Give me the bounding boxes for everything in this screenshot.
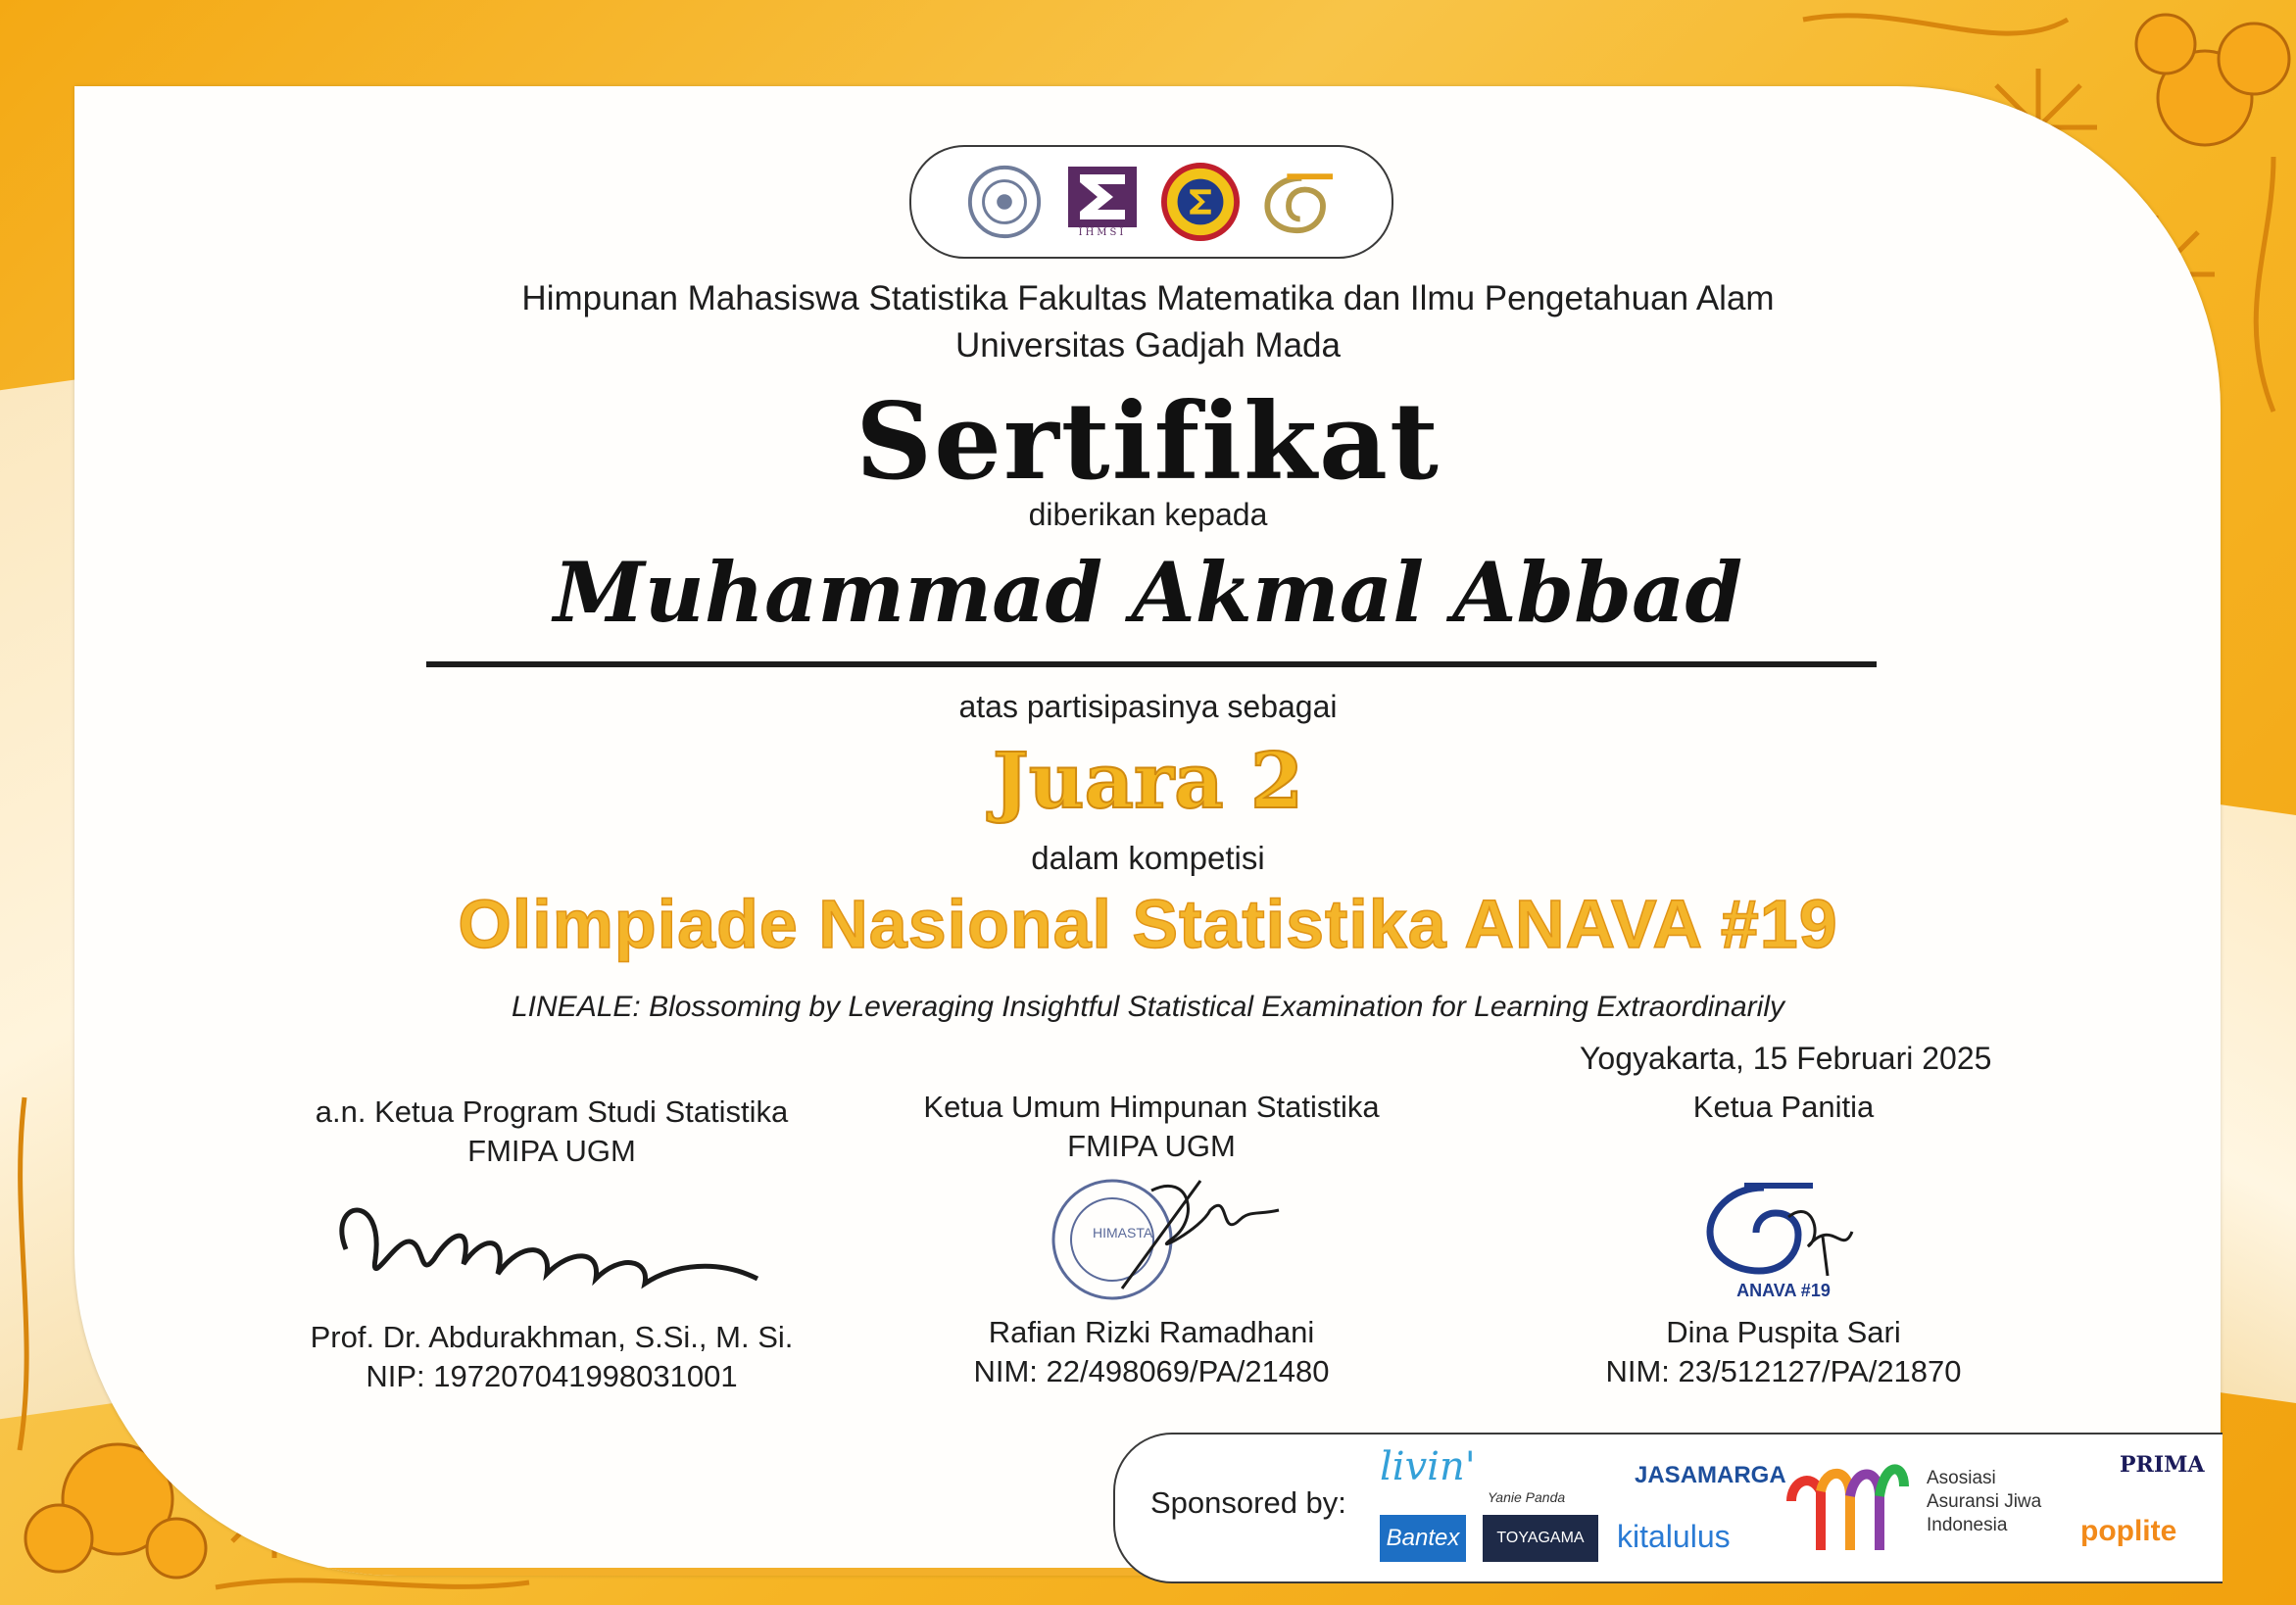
sponsor-yanie-panda: Yanie Panda <box>1488 1489 1566 1505</box>
place-date: Yogyakarta, 15 Februari 2025 <box>1580 1041 1992 1076</box>
logo-banner <box>909 145 1393 259</box>
name-underline <box>426 661 1877 667</box>
sponsor-jasamarga: JASAMARGA <box>1635 1462 1786 1488</box>
event-name: Olimpiade Nasional Statistika ANAVA #19 <box>458 886 1838 962</box>
competition-intro: dalam kompetisi <box>1031 840 1265 876</box>
participation-text: atas partisipasinya sebagai <box>958 689 1338 724</box>
sponsor-label: Sponsored by: <box>1150 1485 1346 1520</box>
stamp-text: HIMASTA <box>1093 1225 1153 1240</box>
anava-logo-icon <box>1259 163 1338 241</box>
sponsor-kitalulus: kitalulus <box>1617 1519 1731 1554</box>
signatory-association-chair <box>877 1088 1426 1391</box>
given-to-text: diberikan kepada <box>1028 497 1268 532</box>
event-tagline: LINEALE: Blossoming by Leveraging Insightful Statistical Examination for Learning Extraordinarily <box>512 991 1784 1023</box>
himasta-logo-icon <box>1161 163 1240 241</box>
sponsor-livin: livin' <box>1380 1444 1476 1489</box>
signatory-id: NIM: 23/512127/PA/21870 <box>1605 1354 1962 1388</box>
ihmsi-logo-icon <box>1063 163 1142 241</box>
sponsor-poplite: poplite <box>2080 1515 2177 1547</box>
sponsor-toyagama: TOYAGAMA <box>1483 1515 1598 1562</box>
sponsor-prima: PRIMA <box>2120 1452 2205 1478</box>
award-rank: Juara 2 <box>992 737 1304 826</box>
sponsor-aaji-line1: Asosiasi <box>1927 1468 1996 1488</box>
signatory-id: NIP: 197207041998031001 <box>366 1359 738 1393</box>
ihmsi-logo-caption: IHMSI <box>1078 226 1127 238</box>
sponsor-aaji-line2: Asuransi Jiwa <box>1927 1491 2042 1512</box>
signatory-id: NIM: 22/498069/PA/21480 <box>973 1354 1330 1388</box>
signatory-program-head <box>277 1093 826 1396</box>
stamp-text: ANAVA #19 <box>1736 1281 1831 1300</box>
signatory-name: Dina Puspita Sari <box>1666 1315 1901 1349</box>
sponsor-aaji-line3: Indonesia <box>1927 1515 2008 1535</box>
organization-name-line1: Himpunan Mahasiswa Statistika Fakultas Matematika dan Ilmu Pengetahuan Alam <box>521 279 1775 317</box>
sponsor-bar <box>1113 1433 2223 1583</box>
signatory-role: a.n. Ketua Program Studi Statistika <box>315 1094 789 1129</box>
handwritten-signature <box>277 1171 826 1318</box>
ugm-logo-icon <box>965 163 1044 241</box>
stamp-and-signature <box>877 1166 1426 1313</box>
sponsor-aaji-logo-icon <box>1782 1442 1919 1575</box>
signatory-committee-chair <box>1509 1088 2058 1391</box>
signatory-role-unit: FMIPA UGM <box>1067 1129 1236 1163</box>
certificate-title: Sertifikat <box>855 380 1441 504</box>
sponsor-bantex: Bantex <box>1380 1515 1466 1562</box>
stamp-and-signature <box>1509 1166 2058 1313</box>
signatory-role-unit <box>1509 1127 2058 1166</box>
organization-name-line2: Universitas Gadjah Mada <box>955 326 1341 365</box>
signatory-name: Prof. Dr. Abdurakhman, S.Si., M. Si. <box>310 1320 794 1354</box>
recipient-name: Muhammad Akmal Abbad <box>553 544 1743 641</box>
signatory-role: Ketua Panitia <box>1692 1090 1875 1124</box>
signatory-name: Rafian Rizki Ramadhani <box>988 1315 1315 1349</box>
signatory-role: Ketua Umum Himpunan Statistika <box>923 1090 1380 1124</box>
signatory-role-unit: FMIPA UGM <box>467 1134 636 1168</box>
